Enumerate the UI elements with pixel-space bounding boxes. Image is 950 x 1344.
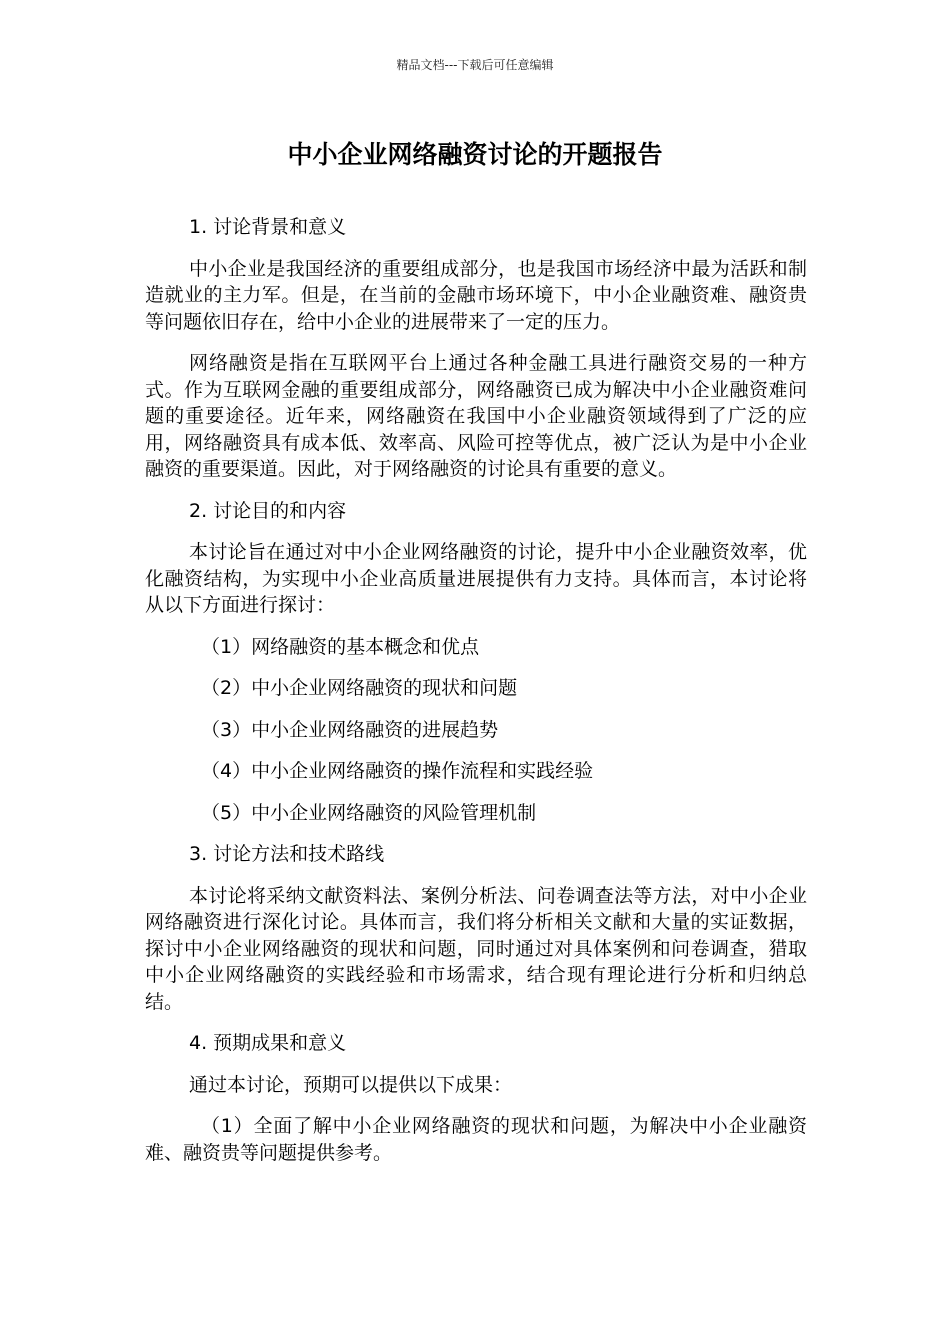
paragraph: 本讨论将采纳文献资料法、案例分析法、问卷调查法等方法，对中小企业网络融资进行深化讨论。具体而言，我们将分析相关文献和大量的实证数据，探讨中小企业网络融资的现状和问题，同时通过对具体案例和问卷调查，猎取中小企业网络融资的实践经验和市场需求，结合现有理论进行分析和归纳总结。 bbox=[145, 884, 807, 1013]
paragraph: 通过本讨论，预期可以提供以下成果： bbox=[189, 1073, 513, 1096]
document-title: 中小企业网络融资讨论的开题报告 bbox=[287, 140, 663, 169]
list-item: （5）中小企业网络融资的风险管理机制 bbox=[201, 801, 537, 824]
section-heading: 1. 讨论背景和意义 bbox=[189, 216, 347, 238]
paragraph: 中小企业是我国经济的重要组成部分，也是我国市场经济中最为活跃和制造就业的主力军。但是，在当前的金融市场环境下，中小企业融资难、融资贵等问题依旧存在，给中小企业的进展带来了一定的压力。 bbox=[145, 257, 807, 333]
section-heading: 2. 讨论目的和内容 bbox=[189, 499, 347, 522]
list-item: （3）中小企业网络融资的进展趋势 bbox=[201, 718, 499, 741]
paragraph: 网络融资是指在互联网平台上通过各种金融工具进行融资交易的一种方式。作为互联网金融的重要组成部分，网络融资已成为解决中小企业融资难问题的重要途径。近年来，网络融资在我国中小企业融资领域得到了广泛的应用，网络融资具有成本低、效率高、风险可控等优点，被广泛认为是中小企业融资的重要渠道。因此，对于网络融资的讨论具有重要的意义。 bbox=[145, 352, 807, 480]
section-heading: 4. 预期成果和意义 bbox=[189, 1032, 347, 1054]
section-heading: 3. 讨论方法和技术路线 bbox=[189, 843, 385, 865]
page-header: 精品文档---下载后可任意编辑 bbox=[396, 58, 554, 72]
list-item: （2）中小企业网络融资的现状和问题 bbox=[201, 677, 518, 699]
list-item: （4）中小企业网络融资的操作流程和实践经验 bbox=[201, 760, 594, 782]
list-item: （1）网络融资的基本概念和优点 bbox=[201, 635, 480, 658]
document-body bbox=[145, 214, 807, 1181]
paragraph: 本讨论旨在通过对中小企业网络融资的讨论，提升中小企业融资效率，优化融资结构，为实现中小企业高质量进展提供有力支持。具体而言，本讨论将从以下方面进行探讨： bbox=[145, 541, 807, 616]
list-item: （1）全面了解中小企业网络融资的现状和问题，为解决中小企业融资难、融资贵等问题提供参考。 bbox=[145, 1115, 807, 1164]
